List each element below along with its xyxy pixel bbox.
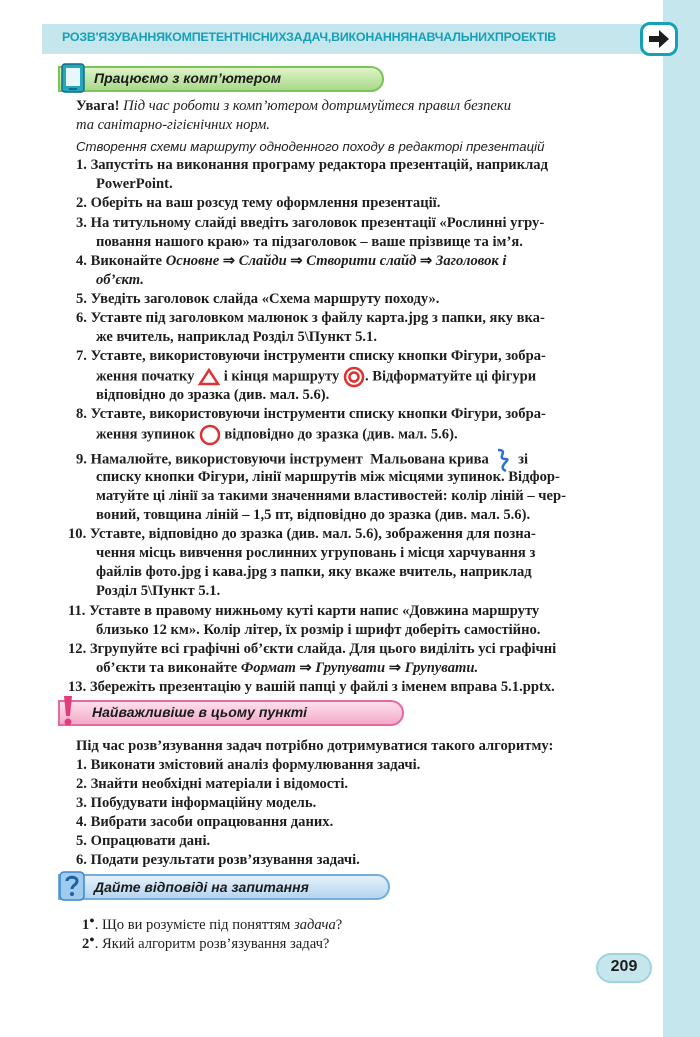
list-item: 12. Згрупуйте всі графічні об’єкти слайда. Для цього виділіть усі графічні <box>68 641 557 657</box>
list-item-cont: повання нашого краю» та підзаголовок – ваше прізвище та ім’я. <box>96 234 523 250</box>
algorithm-intro: Під час розв’язування задач потрібно дотримуватися такого алгоритму: <box>76 738 554 754</box>
list-item-cont: списку кнопки Фігури, лінії маршрутів між місцями зупинок. Відфор- <box>96 469 560 485</box>
page-edge-band <box>663 0 700 1037</box>
questions-section-title: Дайте відповіді на запитання <box>94 879 309 895</box>
list-item-cont: PowerPoint. <box>96 176 173 192</box>
list-item: 5. Уведіть заголовок слайда «Схема маршруту походу». <box>76 291 440 307</box>
algorithm-step: 4. Вибрати засоби опрацювання даних. <box>76 814 334 830</box>
list-item: 6. Уставте під заголовком малюнок з файлу карта.jpg з папки, яку вка- <box>76 310 545 326</box>
list-item-cont: об’єкт. <box>96 272 144 288</box>
list-item-cont: воний, товщина ліній – 1,5 пт, відповідно до зразка (див. мал. 5.6). <box>96 507 531 523</box>
list-item: 7. Уставте, використовуючи інструменти списку кнопки Фігури, зобра- <box>76 348 546 364</box>
computer-section-title: Працюємо з комп’ютером <box>94 70 282 86</box>
list-item: 13. Збережіть презентацію у вашій папці у файлі з іменем вправа 5.1.pptx. <box>68 679 555 695</box>
list-item-cont: об’єкти та виконайте Формат ⇒ Групувати ⇒ Групувати. <box>96 660 479 676</box>
list-item-cont: близько 12 км». Колір літер, їх розмір і шрифт доберіть самостійно. <box>96 622 541 638</box>
list-item-cont: чення місць вивчення рослинних угруповань і місця харчування з <box>96 545 536 561</box>
question-item: 1●. Що ви розумієте під поняттям задача? <box>82 915 343 933</box>
next-page-button[interactable] <box>640 22 678 56</box>
triangle-start-icon <box>198 368 220 386</box>
warning-line-2: та санітарно-гігієнічних норм. <box>76 117 270 133</box>
target-end-icon <box>343 366 365 388</box>
question-mark-icon <box>58 870 86 902</box>
list-item: 4. Виконайте Основне ⇒ Слайди ⇒ Створити слайд ⇒ Заголовок і <box>76 253 507 269</box>
list-item-cont: ження зупинок відповідно до зразка (див. мал. 5.6). <box>96 424 458 446</box>
question-item: 2●. Який алгоритм розв’язування задач? <box>82 934 330 952</box>
list-item-cont: ження початку і кінця маршруту . Відформатуйте ці фігури <box>96 366 536 388</box>
list-item-cont: матуйте ці лінії за такими значеннями властивостей: колір ліній – чер- <box>96 488 566 504</box>
algorithm-step: 6. Подати результати розв’язування задачі. <box>76 852 360 868</box>
list-item: 1. Запустіть на виконання програму редактора презентацій, наприклад <box>76 157 548 173</box>
list-item: 11. Уставте в правому нижньому куті карти напис «Довжина маршруту <box>68 603 540 619</box>
right-arrow-icon <box>647 28 671 50</box>
algorithm-step: 3. Побудувати інформаційну модель. <box>76 795 317 811</box>
list-item: 8. Уставте, використовуючи інструменти списку кнопки Фігури, зобра- <box>76 406 546 422</box>
computer-monitor-icon <box>60 62 86 94</box>
list-item: 3. На титульному слайді введіть заголовок презентації «Рослинні угру- <box>76 215 545 231</box>
task-subtitle: Створення схеми маршруту одноденного походу в редакторі презентацій <box>76 139 545 154</box>
list-item-cont: же вчитель, наприклад Розділ 5\Пункт 5.1. <box>96 329 377 345</box>
algorithm-step: 5. Опрацювати дані. <box>76 833 211 849</box>
circle-stop-icon <box>199 424 221 446</box>
warning-line-1: Увага! Під час роботи з комп’ютером дотримуйтеся правил безпеки <box>76 98 511 114</box>
exclamation-icon <box>56 694 80 728</box>
list-item: 10. Уставте, відповідно до зразка (див. мал. 5.6), зображення для позна- <box>68 526 536 542</box>
list-item: 2. Оберіть на ваш розсуд тему оформлення презентації. <box>76 195 441 211</box>
algorithm-step: 2. Знайти необхідні матеріали і відомості. <box>76 776 349 792</box>
list-item-cont: файлів фото.jpg і кава.jpg з папки, яку вкаже вчитель, наприклад <box>96 564 532 580</box>
header-title: РОЗВ'ЯЗУВАННЯКОМПЕТЕНТНІСНИХЗАДАЧ,ВИКОНАННЯНАВЧАЛЬНИХПРОЕКТІВ <box>62 30 557 44</box>
page-number: 209 <box>610 958 638 975</box>
list-item-cont: відповідно до зразка (див. мал. 5.6). <box>96 387 330 403</box>
list-item-cont: Розділ 5\Пункт 5.1. <box>96 583 221 599</box>
algorithm-step: 1. Виконати змістовий аналіз формулювання задачі. <box>76 757 421 773</box>
list-item: 9. Намалюйте, використовуючи інструмент Мальована крива зі <box>76 447 528 473</box>
important-section-title: Найважливіше в цьому пункті <box>92 704 308 720</box>
